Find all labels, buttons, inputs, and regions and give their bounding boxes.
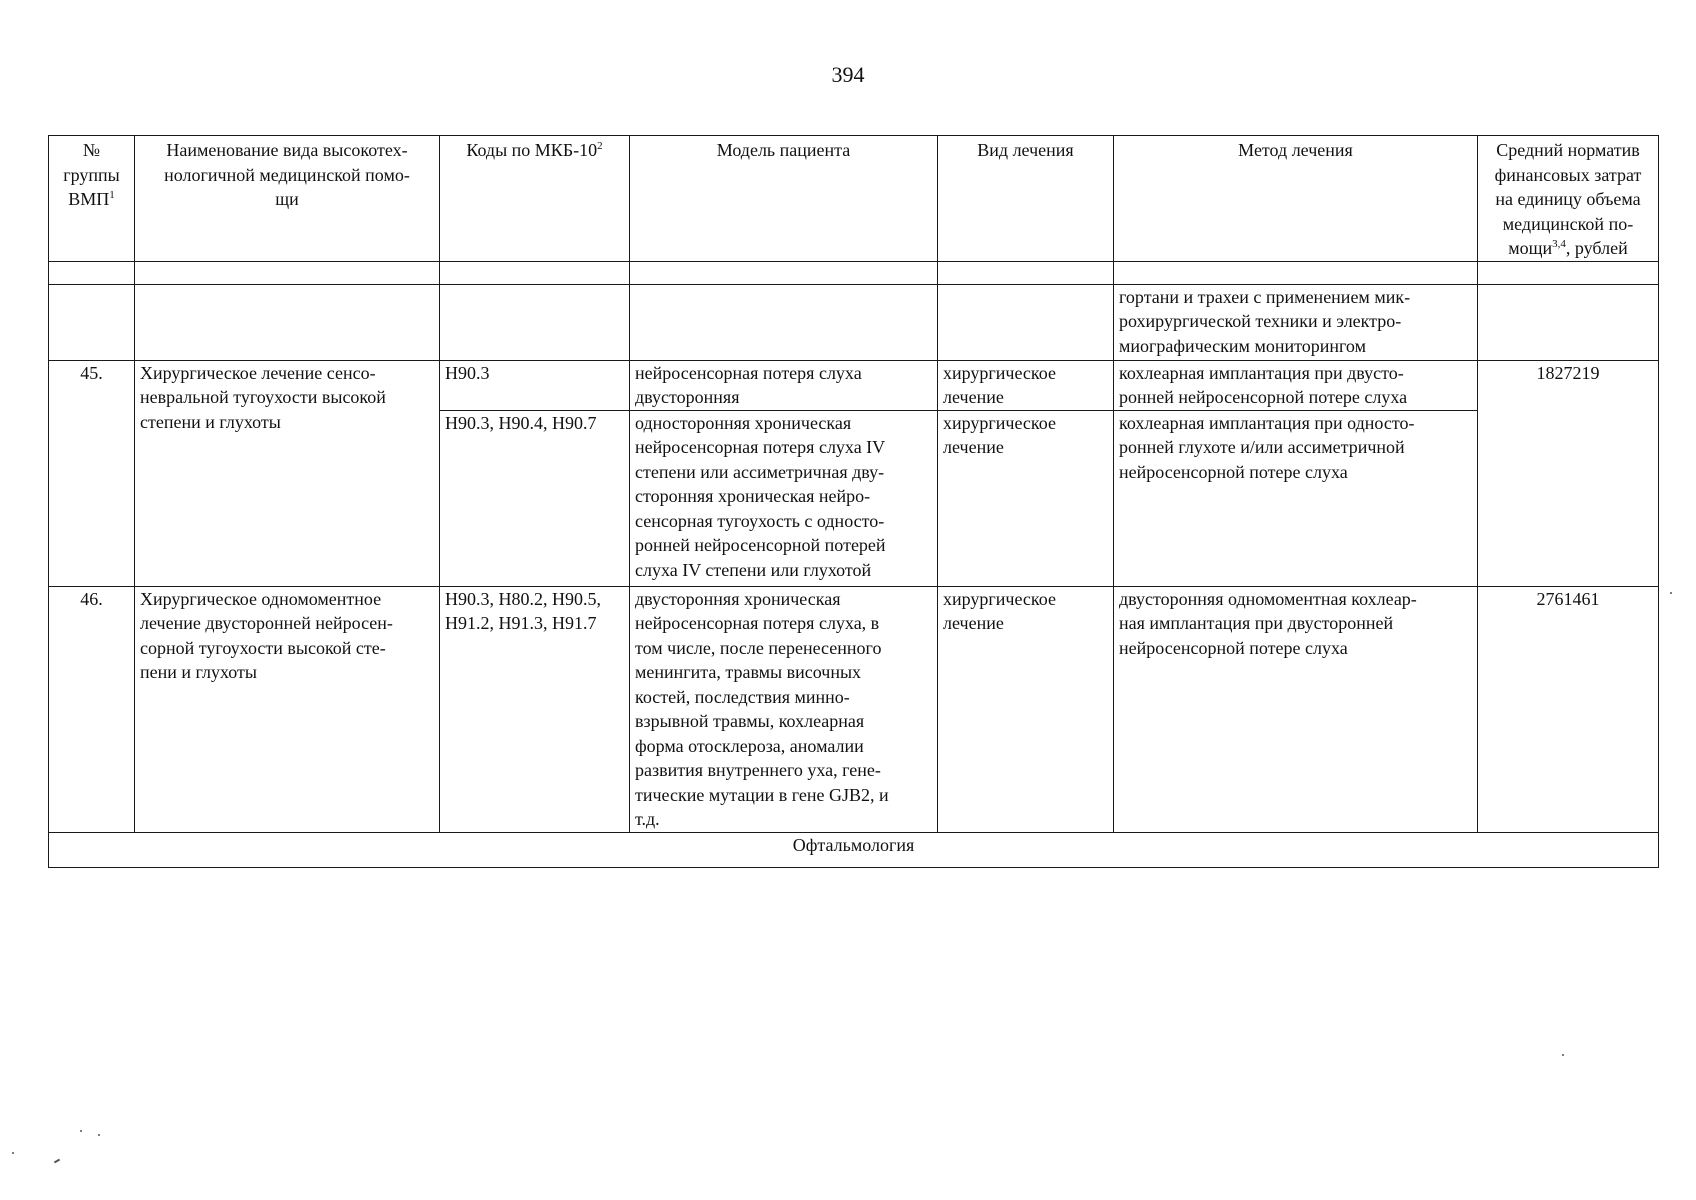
empty-cell bbox=[938, 284, 1114, 360]
group-45-method-1: кохлеарная имплантация при двусто- ронней нейросенсорной потере слуха bbox=[1114, 360, 1478, 410]
page-number: 394 bbox=[831, 62, 865, 87]
header-group-number: № группы ВМП$^1$ bbox=[49, 136, 135, 262]
scan-speck bbox=[12, 1152, 14, 1154]
group-45-model-1: нейросенсорная потеря слуха двусторонняя bbox=[630, 360, 938, 410]
scan-speck bbox=[1670, 592, 1672, 594]
column-number-row bbox=[49, 261, 1659, 284]
group-46-treatment: хирургическое лечение bbox=[938, 586, 1114, 832]
header-icd-codes: Коды по МКБ-$10^2$ bbox=[440, 136, 630, 262]
header-cost-norm: Средний норматив финансовых затрат на единицу объема медицинской по- мощи$^{3,4}$, рублей bbox=[1478, 136, 1659, 262]
group-46-number: 46. bbox=[49, 586, 135, 832]
group-45-row-1 bbox=[49, 360, 1659, 410]
empty-cell bbox=[440, 261, 630, 284]
empty-cell bbox=[630, 284, 938, 360]
group-45-codes-2: H90.3, H90.4, H90.7 bbox=[440, 410, 630, 586]
header-treatment-method: Метод лечения bbox=[1114, 136, 1478, 262]
section-row bbox=[49, 832, 1659, 867]
header-care-type: Наименование вида высокотех- нологичной медицинской помо- щи bbox=[135, 136, 440, 262]
group-45-codes-1: H90.3 bbox=[440, 360, 630, 410]
empty-cell bbox=[938, 261, 1114, 284]
scan-speck bbox=[1562, 1054, 1564, 1056]
group-46-model: двусторонняя хроническая нейросенсорная потеря слуха, в том числе, после перенесенного менингита, травмы височных костей, последствия минно- взрывной травмы, кохлеарная форма отосклероза, аномалии развития внутреннего уха, гене- тические мутации в гене GJB2, и т.д. bbox=[630, 586, 938, 832]
group-46-codes: H90.3, H80.2, H90.5, H91.2, H91.3, H91.7 bbox=[440, 586, 630, 832]
group-45-treatment-2: хирургическое лечение bbox=[938, 410, 1114, 586]
group-45-model-2: односторонняя хроническая нейросенсорная потеря слуха IV степени или ассиметричная дву- сторонняя хроническая нейро- сенсорная тугоухость с односто- ронней нейросенсорной потерей слуха IV степени или глухотой bbox=[630, 410, 938, 586]
empty-cell bbox=[135, 261, 440, 284]
empty-cell bbox=[49, 261, 135, 284]
scan-speck bbox=[98, 1134, 100, 1136]
empty-cell bbox=[1114, 261, 1478, 284]
empty-cell bbox=[1478, 261, 1659, 284]
continuation-method: гортани и трахеи с применением мик- рохирургической техники и электро- миографическим мониторингом bbox=[1114, 284, 1478, 360]
continuation-row bbox=[49, 284, 1659, 360]
group-45-method-2: кохлеарная имплантация при односто- ронней глухоте и/или ассиметричной нейросенсорной потере слуха bbox=[1114, 410, 1478, 586]
group-46-method: двусторонняя одномоментная кохлеар- ная имплантация при двусторонней нейросенсорной потере слуха bbox=[1114, 586, 1478, 832]
empty-cell bbox=[1478, 284, 1659, 360]
group-46-name: Хирургическое одномоментное лечение двусторонней нейросен- сорной тугоухости высокой сте- пени и глухоты bbox=[135, 586, 440, 832]
empty-cell bbox=[49, 284, 135, 360]
empty-cell bbox=[630, 261, 938, 284]
header-row bbox=[49, 136, 1659, 262]
empty-cell bbox=[135, 284, 440, 360]
scan-speck bbox=[80, 1130, 82, 1132]
group-45-treatment-1: хирургическое лечение bbox=[938, 360, 1114, 410]
group-46-row bbox=[49, 586, 1659, 832]
scan-speck bbox=[54, 1159, 60, 1164]
group-45-cost: 1827219 bbox=[1478, 360, 1659, 586]
header-patient-model: Модель пациента bbox=[630, 136, 938, 262]
section-title: Офтальмология bbox=[49, 832, 1659, 867]
group-45-number: 45. bbox=[49, 360, 135, 586]
group-45-name: Хирургическое лечение сенсо- невральной тугоухости высокой степени и глухоты bbox=[135, 360, 440, 586]
vmp-table bbox=[48, 135, 1659, 868]
group-46-cost: 2761461 bbox=[1478, 586, 1659, 832]
empty-cell bbox=[440, 284, 630, 360]
header-treatment-type: Вид лечения bbox=[938, 136, 1114, 262]
